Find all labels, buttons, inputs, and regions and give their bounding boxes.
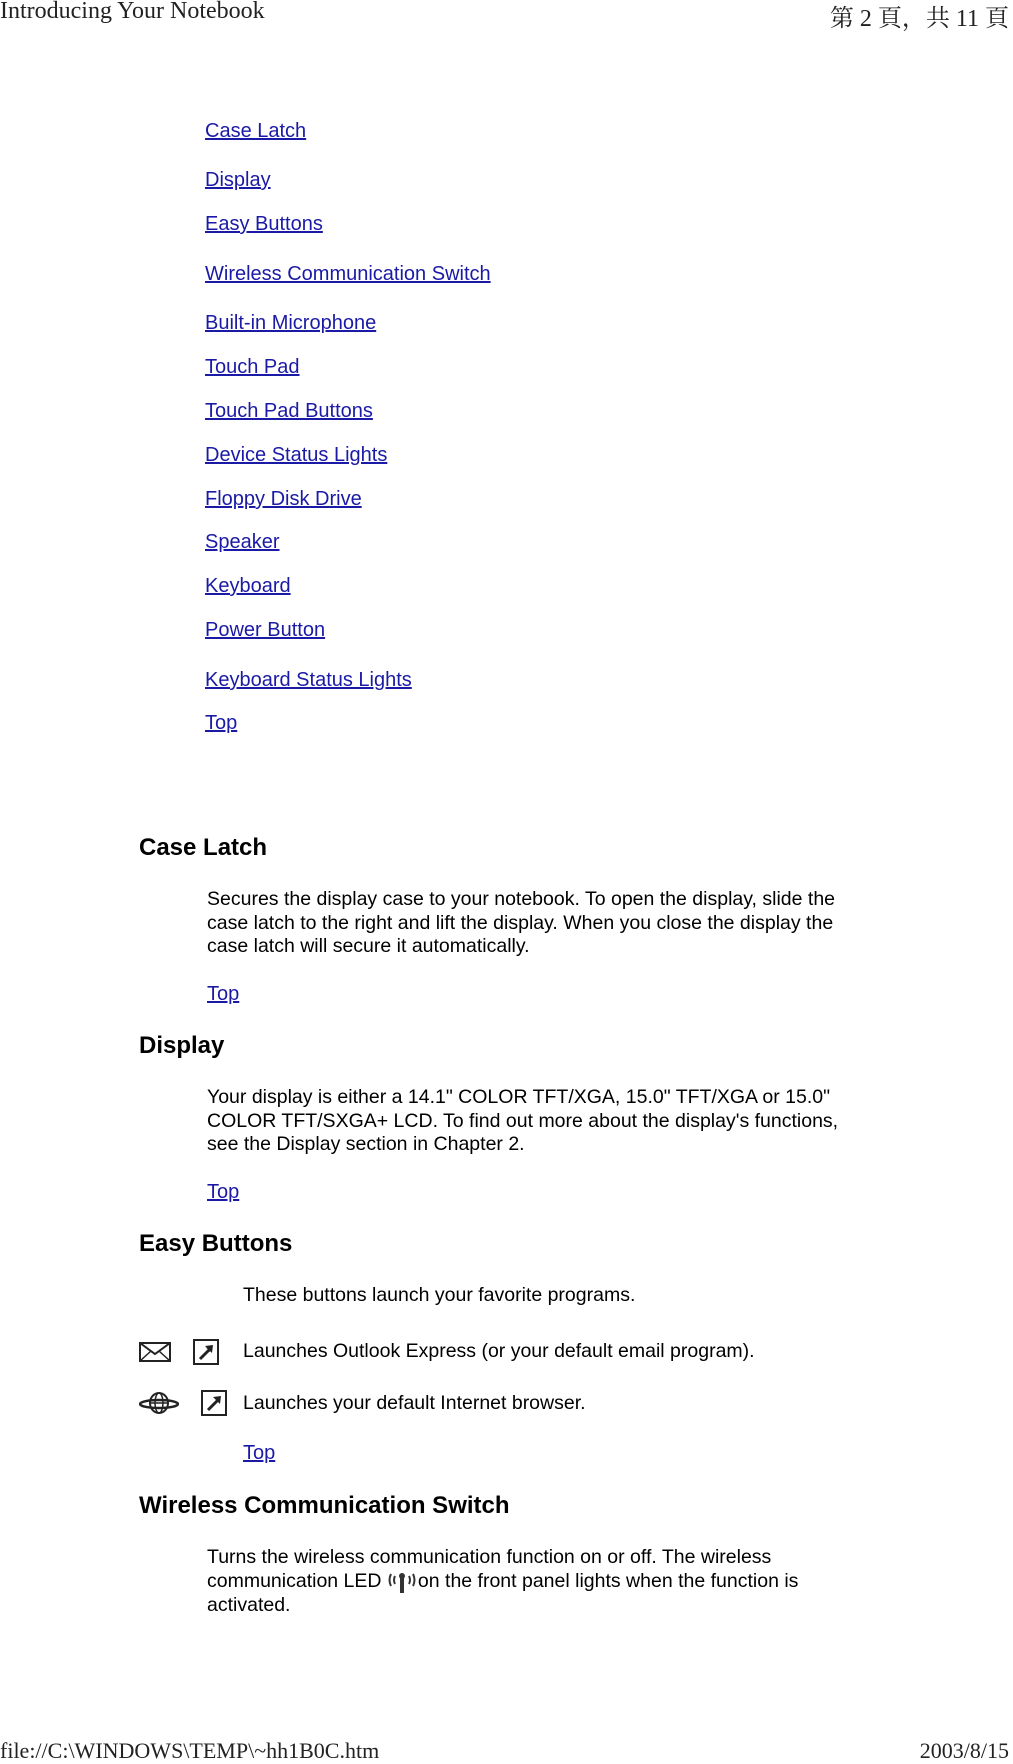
wireless-text-after: on the front panel lights when the function is activated.: [207, 1569, 799, 1616]
top-link[interactable]: Top: [205, 712, 238, 734]
toc-link-case-latch[interactable]: Case Latch: [205, 120, 307, 142]
shortcut-arrow-icon: [201, 1390, 227, 1416]
footer-file-path: file://C:\WINDOWS\TEMP\~hh1B0C.htm: [0, 1738, 380, 1763]
wireless-led-icon: [387, 1570, 417, 1594]
header-title: Introducing Your Notebook: [0, 0, 265, 24]
easy-buttons-intro: These buttons launch your favorite programs.: [243, 1284, 636, 1306]
page-indicator: 第 2 頁，共 11 頁: [829, 6, 1009, 32]
toc-link-touch-pad[interactable]: Touch Pad: [205, 356, 300, 378]
section-title-easy-buttons: Easy Buttons: [139, 1230, 293, 1257]
top-link[interactable]: Top: [207, 983, 240, 1005]
section-text-case-latch: Secures the display case to your notebook. To open the display, slide the case latch to the right and lift the display. When you close the display the case latch will secure it automatically.: [207, 888, 836, 957]
toc-link-touch-pad-buttons[interactable]: Touch Pad Buttons: [205, 400, 373, 422]
easy-button-email-desc: Launches Outlook Express (or your default email program).: [243, 1340, 755, 1362]
easy-button-browser-row: [139, 1390, 227, 1416]
toc-link-floppy-disk-drive[interactable]: Floppy Disk Drive: [205, 488, 362, 510]
toc-link-display[interactable]: Display: [205, 169, 271, 191]
toc-link-wireless-switch[interactable]: Wireless Communication Switch: [205, 263, 491, 285]
toc-link-keyboard[interactable]: Keyboard: [205, 575, 291, 597]
top-link[interactable]: Top: [243, 1442, 276, 1464]
toc-link-device-status-lights[interactable]: Device Status Lights: [205, 444, 388, 466]
footer-date: 2003/8/15: [919, 1738, 1009, 1763]
top-link[interactable]: Top: [207, 1181, 240, 1203]
section-text-wireless: [207, 1546, 847, 1617]
easy-button-browser-desc: Launches your default Internet browser.: [243, 1392, 586, 1414]
toc-link-power-button[interactable]: Power Button: [205, 619, 326, 641]
shortcut-arrow-icon: [193, 1339, 219, 1365]
section-title-wireless: Wireless Communication Switch: [139, 1492, 510, 1519]
envelope-icon: [139, 1340, 171, 1364]
section-title-display: Display: [139, 1032, 225, 1059]
section-title-case-latch: Case Latch: [139, 834, 268, 861]
toc-link-keyboard-status-lights[interactable]: Keyboard Status Lights: [205, 669, 412, 691]
globe-icon: [139, 1390, 179, 1416]
toc-link-easy-buttons[interactable]: Easy Buttons: [205, 213, 323, 235]
easy-button-email-row: [139, 1339, 219, 1365]
wireless-text-before: Turns the wireless communication function on or off. The wireless communication LED: [207, 1546, 772, 1592]
section-text-display: Your display is either a 14.1" COLOR TFT/XGA, 15.0" TFT/XGA or 15.0" COLOR TFT/SXGA+ LCD. To find out more about the display's functions, see the Display section in Chapter 2.: [207, 1086, 839, 1155]
toc-link-built-in-microphone[interactable]: Built-in Microphone: [205, 312, 377, 334]
toc-link-speaker[interactable]: Speaker: [205, 531, 280, 553]
